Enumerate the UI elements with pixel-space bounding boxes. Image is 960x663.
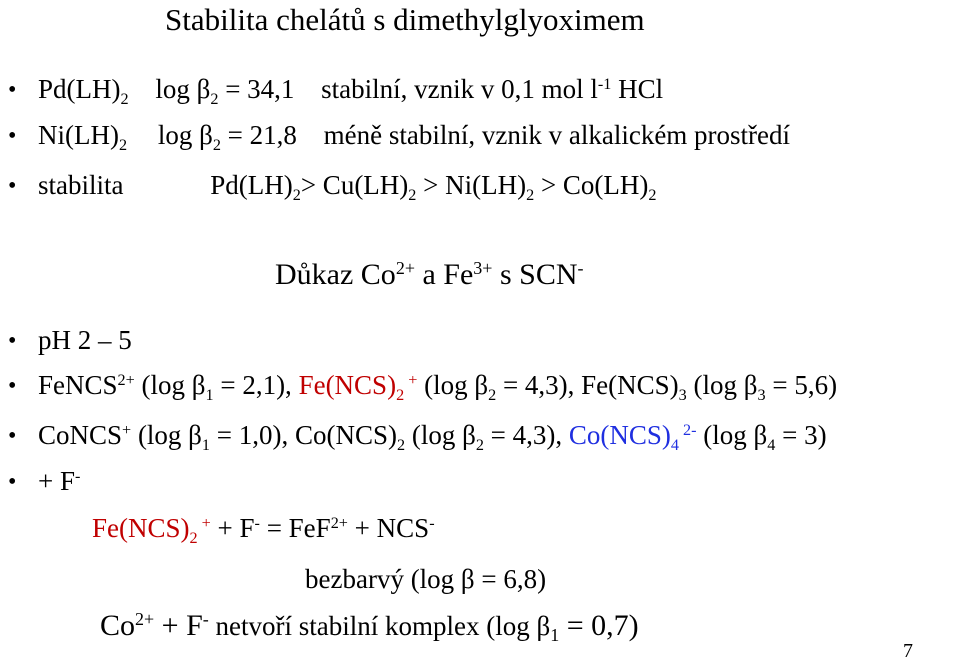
- page-title: Stabilita chelátů s dimethylglyoximem: [165, 2, 645, 37]
- pd-log: $\log \beta_2 = 34,1$: [155, 74, 295, 108]
- fluoride-line: + F-: [38, 466, 81, 496]
- bullet: •: [8, 328, 17, 354]
- bullet: •: [8, 423, 17, 449]
- pd-desc: stabilní, vznik v 0,1 mol $l^{-1}$ HCl: [321, 74, 664, 104]
- ni-log: $\log \beta_2 = 21,8$: [157, 120, 297, 154]
- concs2-complex: $Co(NCS)_2$: [294, 420, 406, 454]
- ni-formula: $Ni(LH)_2$: [38, 120, 128, 154]
- fencs-complex: FeNCS$^{2+}$: [38, 370, 135, 400]
- stability-line: [38, 169, 657, 204]
- bullet: •: [8, 77, 17, 103]
- concs4-complex: $Co(NCS)_4$ $^{2-}$: [568, 420, 697, 454]
- reaction-equation: $Fe(NCS)_2$ + + F- = FeF$^{2+}$ + NCS-: [92, 513, 435, 547]
- bullet: •: [8, 373, 17, 399]
- concs-complex: CoNCS+: [38, 420, 132, 450]
- pd-line: [38, 73, 664, 108]
- ni-desc: méně stabilní, vznik v alkalickém prostředí: [323, 120, 791, 150]
- page-number: 7: [903, 640, 913, 662]
- stability-order: $Pd(LH)_2> Cu(LH)_2 > Ni(LH)_2 > Co(LH)_2$: [210, 170, 657, 204]
- ni-line: [38, 119, 791, 154]
- co-line: CoNCS+ (log $\beta_1 = 1,0$), $Co(NCS)_2$ (log $\beta_2 = 4,3$), $Co(NCS)_4$ $^{2-}$ (log $\beta_4 = 3$): [38, 420, 827, 454]
- bullet: •: [8, 173, 17, 199]
- fencs2-complex: $Fe(NCS)_2$ +: [298, 370, 418, 404]
- fencs3-complex: $Fe(NCS)_3$: [581, 370, 687, 404]
- cobalt-fluoride-note: $Co^{2+} + F^-$ netvoří stabilní komplex (log $\beta_1 = 0,7$): [100, 609, 639, 646]
- colorless-note: bezbarvý (log β = 6,8): [305, 564, 547, 594]
- stability-label: stabilita: [38, 170, 124, 200]
- pd-formula: $Pd(LH)_2$: [38, 74, 129, 108]
- fe-line: FeNCS$^{2+}$ (log $\beta_1 = 2,1$), $Fe(NCS)_2$ + (log $\beta_2 = 4,3$), $Fe(NCS)_3$ (log $\beta_3 = 5,6$): [38, 370, 838, 404]
- bullet: •: [8, 123, 17, 149]
- bullet: •: [8, 469, 17, 495]
- fencs2-reactant: $Fe(NCS)_2$ +: [92, 513, 211, 547]
- section-heading: Důkaz $Co^{2+}$ a $Fe^{3+}$ s SCN-: [275, 258, 584, 291]
- ph-line: pH 2 – 5: [38, 325, 132, 355]
